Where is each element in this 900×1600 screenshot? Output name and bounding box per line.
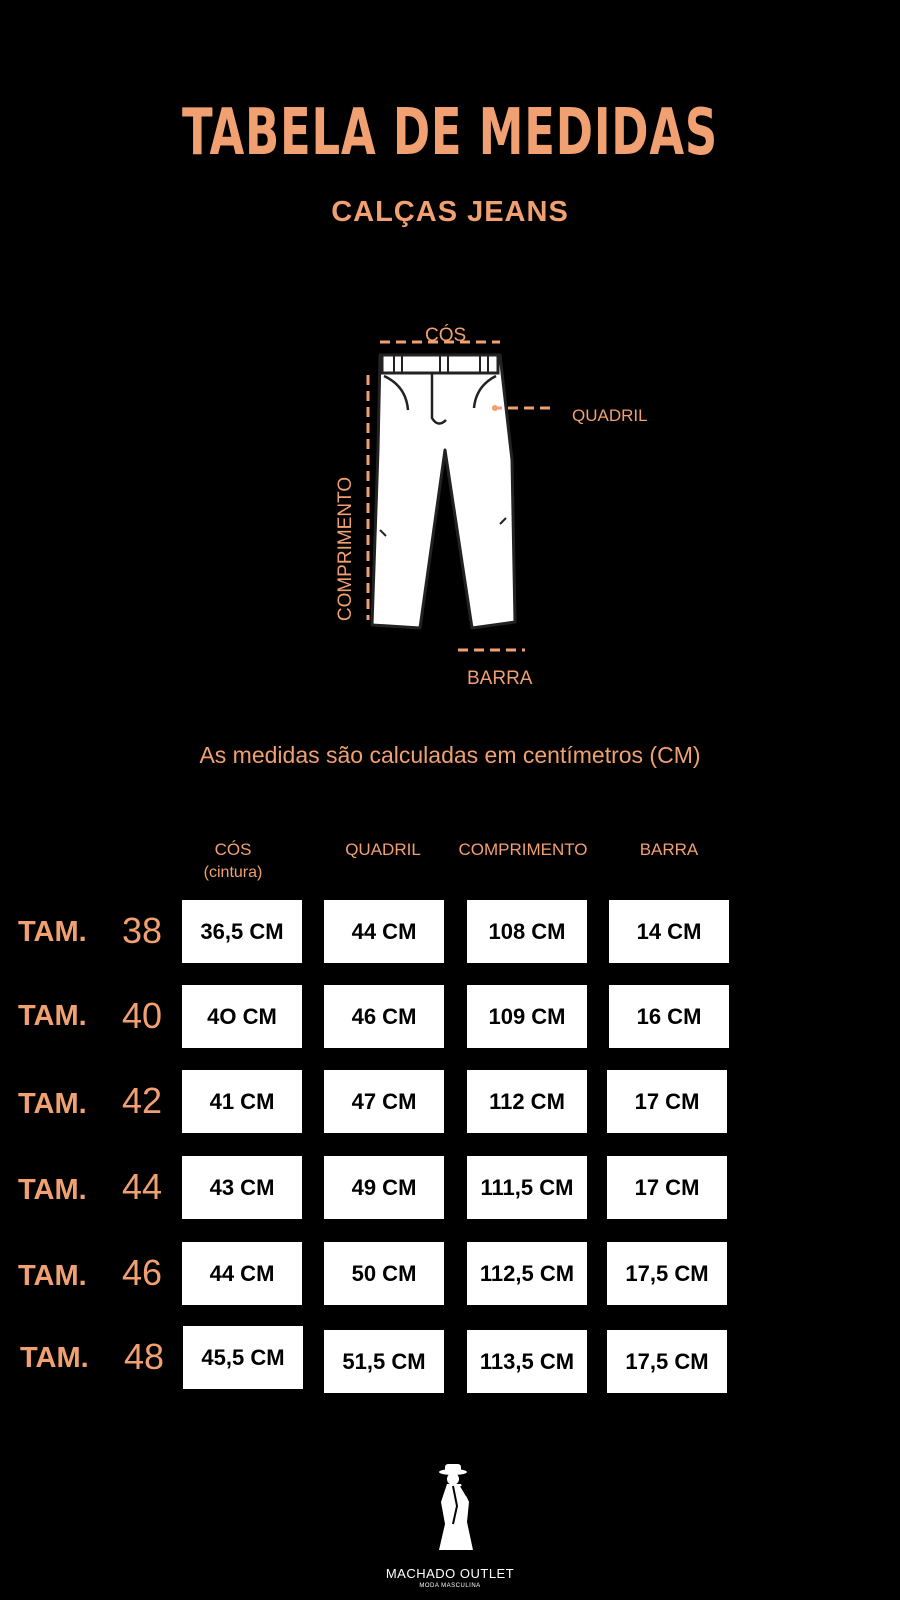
cell-quadril: 46 CM [324,985,444,1048]
cell-cos: 43 CM [182,1156,302,1219]
cell-barra: 17,5 CM [607,1242,727,1305]
cell-comprimento: 108 CM [467,900,587,963]
cell-barra: 17,5 CM [607,1330,727,1393]
cell-quadril: 47 CM [324,1070,444,1133]
cell-barra: 16 CM [609,985,729,1048]
column-header-comprimento: COMPRIMENTO [458,840,588,859]
cell-barra: 14 CM [609,900,729,963]
cell-comprimento: 111,5 CM [467,1156,587,1219]
cell-comprimento: 112 CM [467,1070,587,1133]
cell-quadril: 44 CM [324,900,444,963]
jeans-icon [320,310,660,690]
cell-quadril: 51,5 CM [324,1330,444,1393]
cell-barra: 17 CM [607,1070,727,1133]
label-cos: CÓS [425,325,467,346]
cell-quadril: 49 CM [324,1156,444,1219]
page-subtitle: CALÇAS JEANS [331,196,569,228]
cell-comprimento: 109 CM [467,985,587,1048]
row-size: 44 [121,1166,163,1207]
row-label: TAM. [18,1260,87,1292]
label-comprimento: COMPRIMENTO [335,476,356,622]
row-size: 46 [121,1252,163,1293]
row-size: 38 [121,910,163,951]
row-label: TAM. [20,1342,89,1374]
row-label: TAM. [18,1088,87,1120]
row-size: 40 [121,995,163,1036]
brand-name: MACHADO OUTLET [385,1566,515,1581]
page-title: TABELA DE MEDIDAS [181,96,719,170]
cell-cos: 36,5 CM [182,900,302,963]
label-barra: BARRA [467,668,533,689]
column-header-cos [163,840,303,882]
cell-barra: 17 CM [607,1156,727,1219]
cell-quadril: 50 CM [324,1242,444,1305]
cell-comprimento: 113,5 CM [467,1330,587,1393]
row-size: 42 [121,1080,163,1121]
column-header-barra: BARRA [639,840,699,859]
cell-cos: 41 CM [182,1070,302,1133]
column-header-sub: (cintura) [203,864,263,881]
label-quadril: QUADRIL [572,406,648,425]
cell-cos: 45,5 CM [183,1326,303,1389]
cell-cos: 44 CM [182,1242,302,1305]
column-header-label: CÓS [214,840,252,859]
row-label: TAM. [18,1174,87,1206]
cell-cos: 4O CM [182,985,302,1048]
gentleman-silhouette-icon [425,1462,485,1554]
jeans-diagram [320,310,660,690]
brand-tagline: MODA MASCULINA [419,1583,481,1589]
column-header-quadril: QUADRIL [345,840,421,859]
row-size: 48 [123,1336,165,1377]
row-label: TAM. [18,1000,87,1032]
units-note: As medidas são calculadas em centímetros (CM) [199,742,701,768]
row-label: TAM. [18,916,87,948]
brand-logo [425,1462,485,1554]
cell-comprimento: 112,5 CM [467,1242,587,1305]
